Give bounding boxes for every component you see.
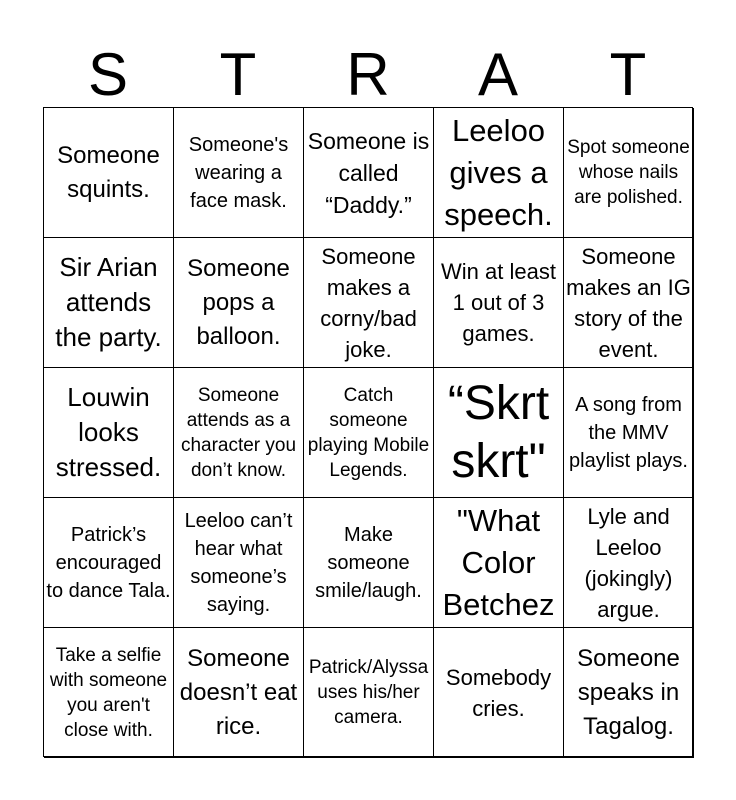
bingo-cell[interactable] <box>304 368 434 498</box>
header-letter: T <box>219 41 257 108</box>
cell-text: Someone speaks in Tagalog. <box>577 644 680 740</box>
bingo-cell[interactable] <box>434 368 564 498</box>
bingo-cell[interactable] <box>174 498 304 628</box>
cell-text: Louwin looks stressed. <box>55 382 162 482</box>
bingo-cell[interactable] <box>434 498 564 628</box>
bingo-cell[interactable] <box>564 628 694 758</box>
bingo-cell[interactable] <box>44 368 174 498</box>
header-letter: A <box>477 41 519 108</box>
bingo-cell[interactable] <box>434 628 564 758</box>
bingo-cell[interactable] <box>44 238 174 368</box>
cell-text: Win at least 1 out of 3 games. <box>441 259 556 346</box>
bingo-cell[interactable] <box>564 108 694 238</box>
bingo-cell[interactable] <box>304 238 434 368</box>
cell-text: Patrick/Alyssa uses his/her camera. <box>308 657 429 728</box>
cell-text: Someone is called “Daddy.” <box>307 127 430 218</box>
cell-text: Spot someone whose nails are polished. <box>567 137 690 208</box>
bingo-cell[interactable] <box>434 108 564 238</box>
bingo-grid <box>43 107 693 757</box>
header-letter: T <box>609 41 647 108</box>
header-letter: S <box>87 41 129 108</box>
bingo-cell[interactable] <box>304 498 434 628</box>
bingo-cell[interactable] <box>434 238 564 368</box>
cell-text: "What Color Betchez <box>442 502 555 622</box>
bingo-cell[interactable] <box>564 238 694 368</box>
bingo-cell[interactable] <box>44 628 174 758</box>
bingo-cell[interactable] <box>304 628 434 758</box>
cell-text: Someone doesn’t eat rice. <box>179 644 298 740</box>
bingo-cell[interactable] <box>44 498 174 628</box>
cell-text: Take a selfie with someone you aren't close with. <box>49 644 168 741</box>
cell-text: Make someone smile/laugh. <box>315 523 422 602</box>
bingo-cell[interactable] <box>174 368 304 498</box>
cell-text: Leeloo gives a speech. <box>444 112 553 232</box>
cell-text: Patrick’s encouraged to dance Tala. <box>46 523 171 602</box>
header-letter: R <box>346 41 390 108</box>
bingo-cell[interactable] <box>174 108 304 238</box>
bingo-cell[interactable] <box>304 108 434 238</box>
bingo-header <box>43 41 693 108</box>
cell-text: Sir Arian attends the party. <box>55 252 162 352</box>
cell-text: Somebody cries. <box>445 664 552 721</box>
bingo-cell[interactable] <box>564 498 694 628</box>
cell-text: Someone makes an IG story of the event. <box>566 243 691 362</box>
cell-text: Someone squints. <box>57 141 160 203</box>
bingo-cell[interactable] <box>564 368 694 498</box>
bingo-cell[interactable] <box>174 628 304 758</box>
cell-text: Leeloo can’t hear what someone’s saying. <box>184 509 293 616</box>
cell-text: “Skrt skrt" <box>447 376 550 488</box>
bingo-cell[interactable] <box>174 238 304 368</box>
cell-text: Catch someone playing Mobile Legends. <box>307 384 430 481</box>
cell-text: Lyle and Leeloo (jokingly) argue. <box>584 503 673 622</box>
cell-text: Someone attends as a character you don’t know. <box>180 384 297 481</box>
cell-text: A song from the MMV playlist plays. <box>569 393 688 472</box>
bingo-cell[interactable] <box>44 108 174 238</box>
cell-text: Someone's wearing a face mask. <box>188 133 289 212</box>
cell-text: Someone pops a balloon. <box>187 254 290 350</box>
cell-text: Someone makes a corny/bad joke. <box>320 243 417 362</box>
